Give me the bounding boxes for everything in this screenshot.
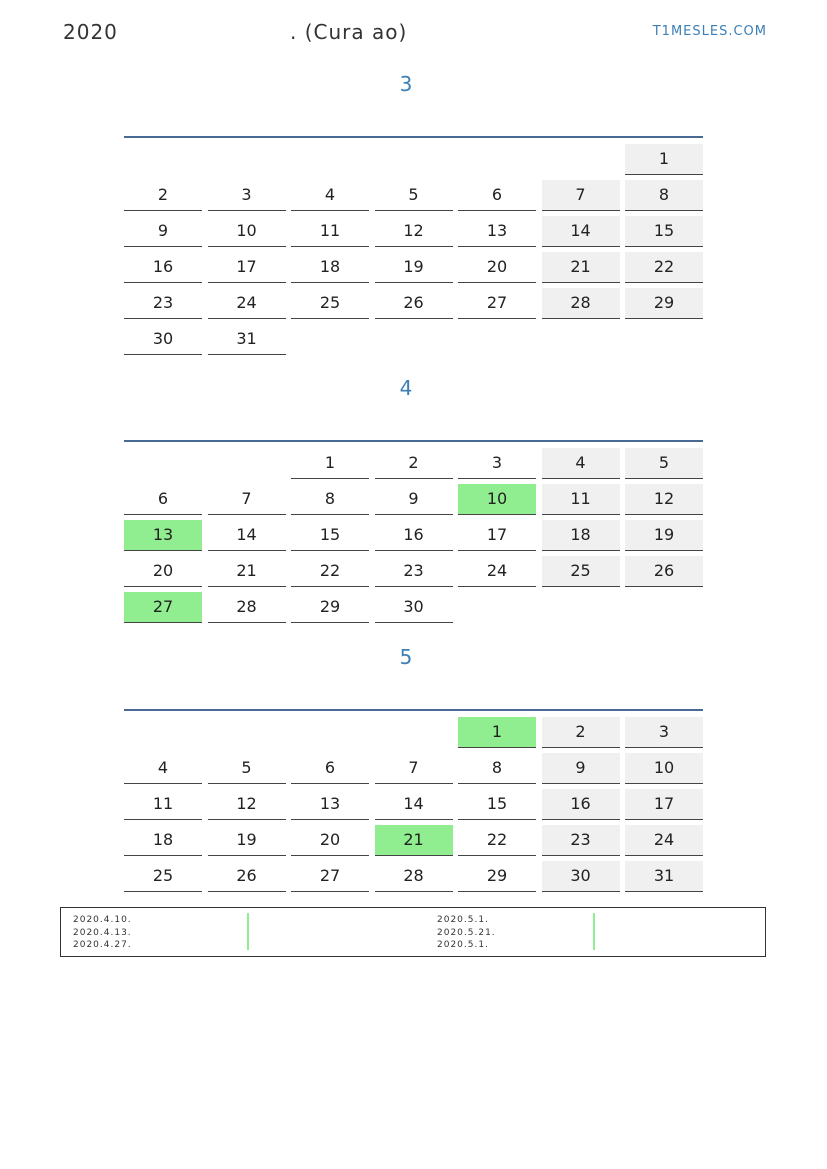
day-cell: 13 [291, 789, 369, 820]
legend-date: 2020.4.13. [73, 927, 132, 938]
month-rule [124, 136, 703, 138]
day-cell: 8 [291, 484, 369, 515]
day-cell: 15 [458, 789, 536, 820]
legend-holiday-marker [593, 913, 595, 950]
weekend-day-cell: 11 [542, 484, 620, 515]
month-title: 4 [399, 376, 413, 400]
legend-date: 2020.5.1. [437, 915, 489, 925]
weekend-day-cell: 9 [542, 753, 620, 784]
weekend-day-cell: 25 [542, 556, 620, 587]
day-cell: 15 [291, 520, 369, 551]
weekend-day-cell: 17 [625, 789, 703, 820]
day-cell: 2 [124, 180, 202, 211]
day-cell: 23 [375, 556, 453, 587]
legend-right-column [437, 914, 496, 952]
day-cell: 1 [291, 448, 369, 479]
day-cell: 16 [124, 252, 202, 283]
day-cell: 10 [208, 216, 286, 247]
weekend-day-cell: 5 [625, 448, 703, 479]
day-cell: 6 [124, 484, 202, 515]
day-cell: 28 [208, 592, 286, 623]
holiday-day-cell: 13 [124, 520, 202, 551]
day-cell: 3 [208, 180, 286, 211]
day-cell: 11 [124, 789, 202, 820]
day-cell: 31 [208, 324, 286, 355]
weekend-day-cell: 1 [625, 144, 703, 175]
weekend-day-cell: 31 [625, 861, 703, 892]
weekend-day-cell: 7 [542, 180, 620, 211]
day-cell: 7 [208, 484, 286, 515]
day-cell: 17 [458, 520, 536, 551]
day-cell: 30 [375, 592, 453, 623]
day-cell: 2 [375, 448, 453, 479]
month-title: 3 [399, 72, 413, 96]
weekend-day-cell: 22 [625, 252, 703, 283]
day-cell: 19 [208, 825, 286, 856]
day-cell: 25 [291, 288, 369, 319]
day-cell: 20 [291, 825, 369, 856]
day-cell: 11 [291, 216, 369, 247]
legend-holiday-marker [247, 913, 249, 950]
day-cell: 21 [208, 556, 286, 587]
day-cell: 5 [375, 180, 453, 211]
day-cell: 29 [291, 592, 369, 623]
weekend-day-cell: 8 [625, 180, 703, 211]
weekend-day-cell: 3 [625, 717, 703, 748]
day-cell: 24 [458, 556, 536, 587]
day-cell: 26 [208, 861, 286, 892]
weekend-day-cell: 18 [542, 520, 620, 551]
header-year: 2020 [63, 20, 118, 44]
day-cell: 18 [291, 252, 369, 283]
weekend-day-cell: 14 [542, 216, 620, 247]
legend-left-column [73, 914, 132, 952]
legend-date: 2020.4.10. [73, 915, 132, 925]
weekend-day-cell: 4 [542, 448, 620, 479]
day-cell: 27 [458, 288, 536, 319]
weekend-day-cell: 15 [625, 216, 703, 247]
legend-date: 2020.5.21. [437, 927, 496, 938]
weekend-day-cell: 16 [542, 789, 620, 820]
day-cell: 27 [291, 861, 369, 892]
day-cell: 20 [124, 556, 202, 587]
holiday-day-cell: 1 [458, 717, 536, 748]
month-rule [124, 440, 703, 442]
holiday-day-cell: 27 [124, 592, 202, 623]
holiday-legend [60, 907, 766, 957]
day-cell: 17 [208, 252, 286, 283]
day-cell: 13 [458, 216, 536, 247]
weekend-day-cell: 21 [542, 252, 620, 283]
day-cell: 20 [458, 252, 536, 283]
day-cell: 30 [124, 324, 202, 355]
weekend-day-cell: 30 [542, 861, 620, 892]
day-cell: 22 [291, 556, 369, 587]
day-cell: 23 [124, 288, 202, 319]
day-cell: 12 [375, 216, 453, 247]
month-rule [124, 709, 703, 711]
day-cell: 9 [124, 216, 202, 247]
legend-date: 2020.4.27. [73, 940, 132, 950]
day-cell: 25 [124, 861, 202, 892]
holiday-day-cell: 10 [458, 484, 536, 515]
day-cell: 4 [124, 753, 202, 784]
weekend-day-cell: 23 [542, 825, 620, 856]
weekend-day-cell: 2 [542, 717, 620, 748]
day-cell: 14 [375, 789, 453, 820]
month-title: 5 [399, 645, 413, 669]
day-cell: 19 [375, 252, 453, 283]
day-cell: 18 [124, 825, 202, 856]
day-cell: 7 [375, 753, 453, 784]
day-cell: 29 [458, 861, 536, 892]
day-cell: 26 [375, 288, 453, 319]
day-cell: 8 [458, 753, 536, 784]
day-cell: 9 [375, 484, 453, 515]
weekend-day-cell: 10 [625, 753, 703, 784]
day-cell: 24 [208, 288, 286, 319]
weekend-day-cell: 29 [625, 288, 703, 319]
header-title: . (Cura ao) [290, 20, 408, 44]
weekend-day-cell: 12 [625, 484, 703, 515]
weekend-day-cell: 19 [625, 520, 703, 551]
day-cell: 5 [208, 753, 286, 784]
weekend-day-cell: 26 [625, 556, 703, 587]
day-cell: 4 [291, 180, 369, 211]
day-cell: 22 [458, 825, 536, 856]
legend-date: 2020.5.1. [437, 940, 489, 950]
weekend-day-cell: 24 [625, 825, 703, 856]
holiday-day-cell: 21 [375, 825, 453, 856]
weekend-day-cell: 28 [542, 288, 620, 319]
header-brand-link[interactable]: T1MESLES.COM [652, 24, 767, 39]
day-cell: 28 [375, 861, 453, 892]
page-header [0, 18, 827, 48]
day-cell: 6 [458, 180, 536, 211]
day-cell: 6 [291, 753, 369, 784]
day-cell: 3 [458, 448, 536, 479]
day-cell: 12 [208, 789, 286, 820]
day-cell: 14 [208, 520, 286, 551]
day-cell: 16 [375, 520, 453, 551]
